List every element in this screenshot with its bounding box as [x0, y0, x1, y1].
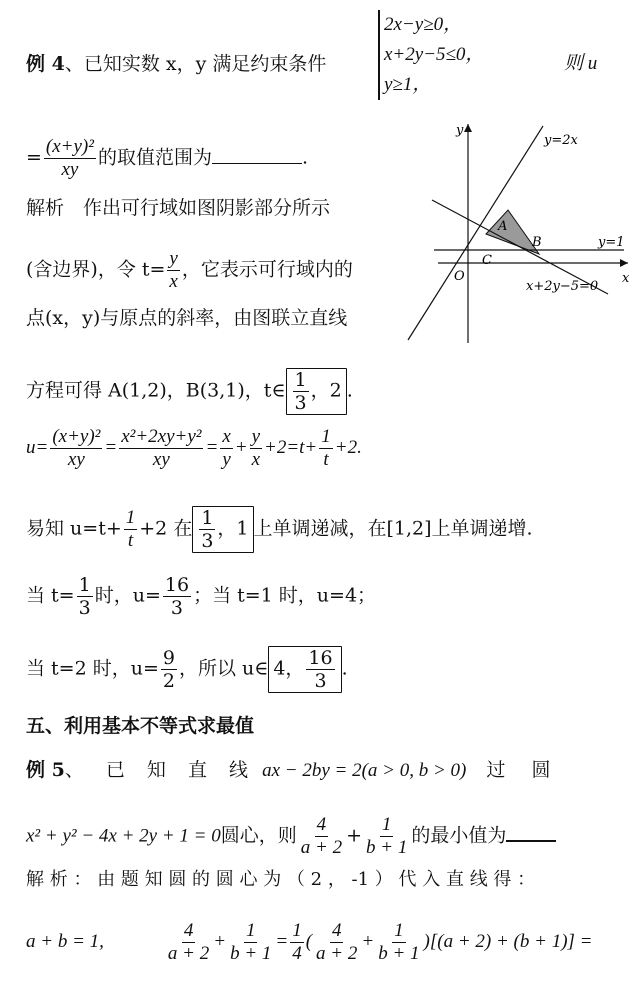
- ex5-solution: 解 析 ： 由 题 知 圆 的 圆 心 为 （ 2 ， -1 ） 代 入 直 线 得 ：: [26, 869, 536, 890]
- frac-den: b + 1: [230, 943, 272, 964]
- frac-num: 4: [183, 920, 194, 941]
- frac-den: 3: [170, 597, 184, 619]
- frac-num: 16: [308, 647, 333, 669]
- frac-den: t: [323, 449, 329, 470]
- frac-den: a + 2: [167, 943, 210, 964]
- text: 圆心，则: [220, 824, 297, 847]
- fraction: [293, 369, 309, 414]
- point-B: B: [532, 235, 542, 250]
- fraction: [299, 814, 344, 859]
- ex4-expression-line: [26, 136, 308, 181]
- y1-label: y=1: [598, 235, 625, 250]
- sol4-line6: [26, 506, 533, 553]
- ex4-then: 则 u: [564, 53, 598, 74]
- frac-num: 1: [294, 369, 307, 391]
- text: 当 t=2 时，u=: [26, 657, 159, 680]
- period: .: [301, 146, 309, 169]
- section-title: 五、利用基本不等式求最值: [26, 715, 255, 737]
- fraction: [364, 814, 409, 859]
- period: .: [346, 379, 353, 402]
- text: ，2: [310, 379, 342, 402]
- text: =: [205, 436, 219, 458]
- answer-blank: [506, 822, 556, 842]
- t-interval: [286, 368, 347, 415]
- frac-den: 2: [162, 670, 175, 692]
- text: +: [213, 930, 227, 952]
- fraction: [319, 426, 333, 471]
- frac-num: (x+y)²: [45, 136, 94, 157]
- sol4-line2: [26, 248, 353, 293]
- text: a + b = 1,: [26, 930, 104, 952]
- frac-num: 9: [162, 647, 175, 669]
- fraction: [228, 920, 273, 965]
- origin-label: O: [454, 269, 465, 284]
- main-line-label: x+2y−5=0: [526, 279, 599, 294]
- frac-num: 1: [321, 426, 331, 447]
- frac-den: x: [251, 449, 261, 470]
- text: 易知 u=t+: [26, 517, 122, 540]
- text: 的最小值为: [411, 824, 507, 847]
- text: 过 圆: [486, 759, 561, 781]
- fraction: [220, 426, 232, 471]
- x-axis-label: x: [622, 271, 630, 286]
- point-A: A: [498, 219, 508, 234]
- range-prompt: 的取值范围为: [97, 146, 212, 169]
- frac-den: xy: [152, 449, 170, 470]
- interval: [192, 506, 253, 553]
- frac-num: 1: [78, 574, 91, 596]
- constraint-2: x+2y−5≤0，: [384, 44, 485, 65]
- frac-den: y: [222, 449, 231, 470]
- u-fraction: [44, 136, 96, 181]
- text: (: [305, 930, 313, 952]
- frac-den: xy: [61, 159, 79, 180]
- frac-num: 1: [201, 507, 214, 529]
- fraction: [77, 574, 93, 619]
- text: ，1: [217, 517, 249, 540]
- y-axis-label: y: [456, 123, 464, 138]
- text: =: [275, 930, 289, 952]
- fraction: [124, 507, 138, 552]
- text: 4，: [273, 657, 305, 680]
- constraint-1: 2x−y≥0，: [384, 14, 463, 35]
- sol4-line1: 解析 作出可行域如图阴影部分所示: [26, 197, 331, 219]
- sol4-line3: 点(x，y)与原点的斜率，由图联立直线: [26, 307, 348, 329]
- y2x-label: y=2x: [544, 133, 578, 148]
- text: (含边界)，令 t=: [26, 258, 166, 281]
- frac-num: y: [169, 248, 178, 269]
- frac-den: x: [169, 271, 178, 292]
- x-axis-arrow: [620, 259, 628, 267]
- frac-num: 1: [292, 920, 302, 941]
- text: ；当 t=1 时，u=4；: [193, 584, 377, 607]
- frac-num: 4: [316, 814, 327, 835]
- circle-equation: x² + y² − 4x + 2y + 1 = 0: [26, 825, 221, 847]
- ex5-label: 例 5: [26, 759, 65, 781]
- frac-den: 3: [201, 530, 214, 552]
- text: 当 t=: [26, 584, 75, 607]
- point-C: C: [482, 253, 492, 268]
- frac-num: 4: [331, 920, 342, 941]
- fraction: [306, 647, 334, 692]
- text: 、 已 知 直 线: [64, 759, 257, 781]
- text: +2 在: [139, 517, 193, 540]
- frac-den: b + 1: [378, 943, 420, 964]
- fraction: [166, 920, 211, 965]
- text: u=: [26, 436, 49, 458]
- frac-num: (x+y)²: [52, 426, 101, 447]
- answer-blank: [212, 145, 302, 164]
- line-equation: ax − 2by = 2(a > 0, b > 0): [262, 760, 467, 781]
- fraction: [290, 920, 304, 965]
- frac-den: b + 1: [366, 837, 408, 858]
- feasible-region-figure: [398, 118, 634, 346]
- ex5-line1: [26, 758, 560, 783]
- constraint-system: [378, 10, 484, 100]
- sol4-line8: [26, 646, 348, 693]
- ex4-label: 例 4: [26, 53, 65, 75]
- text: +: [346, 824, 362, 847]
- text: ，它表示可行域内的: [181, 258, 353, 281]
- y-axis-arrow: [464, 124, 472, 132]
- ex4-intro: 、已知实数 x，y 满足约束条件: [64, 53, 327, 75]
- ex4-question-line: [26, 52, 326, 76]
- frac-den: 3: [294, 392, 307, 414]
- eq-sign: =: [26, 146, 42, 169]
- fraction: [314, 920, 359, 965]
- frac-den: t: [127, 530, 134, 551]
- text: +2.: [334, 436, 362, 458]
- sol4-line7: [26, 574, 376, 619]
- constraint-3: y≥1，: [384, 74, 432, 95]
- text: ，所以 u∈: [178, 657, 269, 680]
- frac-num: x: [222, 426, 231, 447]
- frac-num: y: [251, 426, 261, 447]
- frac-num: 1: [381, 814, 392, 835]
- frac-num: 1: [394, 920, 404, 941]
- frac-den: 3: [78, 597, 91, 619]
- fraction: [163, 574, 191, 619]
- fraction: [119, 426, 203, 471]
- ex5-last-line: [26, 920, 593, 965]
- frac-den: xy: [67, 449, 85, 470]
- frac-den: 3: [314, 670, 327, 692]
- frac-num: 16: [164, 574, 190, 596]
- u-interval: [268, 646, 341, 693]
- text: 方程可得 A(1,2)，B(3,1)，t∈: [26, 379, 286, 402]
- frac-num: 1: [245, 920, 256, 941]
- text: )[(a + 2) + (b + 1)] =: [423, 930, 593, 952]
- text: 时，u=: [94, 584, 161, 607]
- fraction: [161, 647, 177, 692]
- sol4-line5: [26, 426, 362, 471]
- sol4-line4: [26, 368, 353, 415]
- frac-den: 4: [292, 943, 302, 964]
- frac-num: x²+2xy+y²: [121, 426, 202, 447]
- fraction: [50, 426, 102, 471]
- text: 上单调递减，在[1,2]上单调递增.: [253, 517, 533, 540]
- text: =: [104, 436, 118, 458]
- frac-num: 1: [125, 507, 136, 528]
- text: +: [234, 436, 248, 458]
- frac-den: a + 2: [300, 837, 343, 858]
- period: .: [341, 657, 348, 680]
- text: +: [361, 930, 375, 952]
- fraction: [250, 426, 262, 471]
- fraction: [199, 507, 215, 552]
- fraction: [376, 920, 421, 965]
- ex5-line2: [26, 814, 556, 859]
- t-fraction: [167, 248, 179, 293]
- frac-den: a + 2: [316, 943, 358, 964]
- text: +2=t+: [264, 436, 318, 458]
